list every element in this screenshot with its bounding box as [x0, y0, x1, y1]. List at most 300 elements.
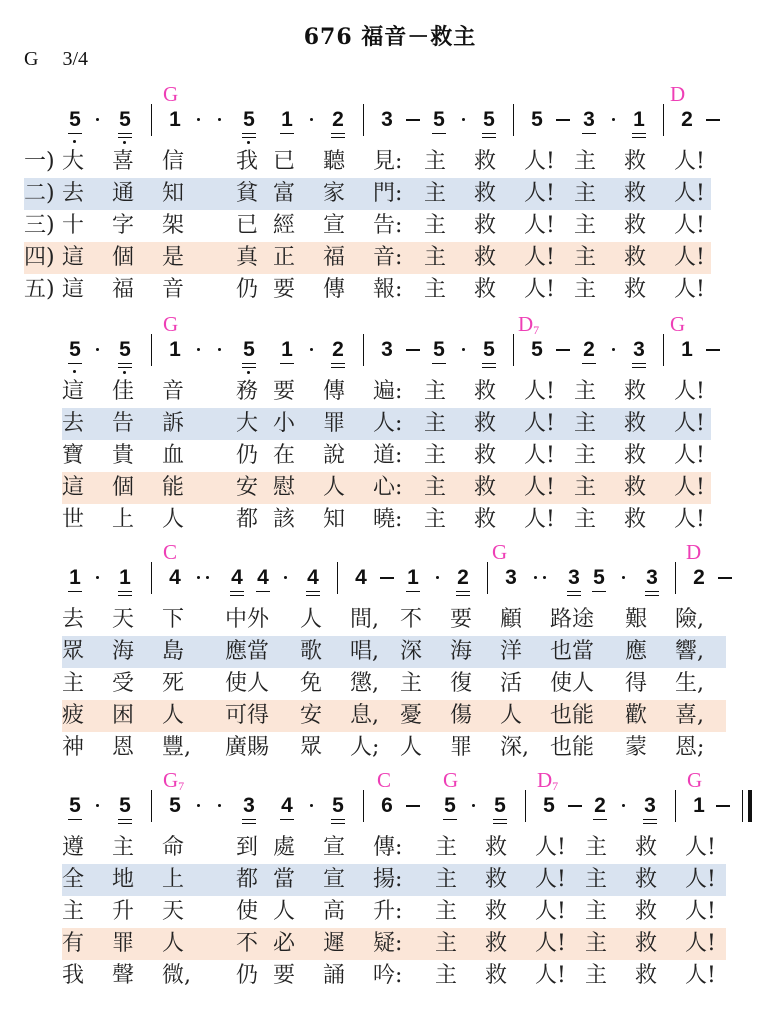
lyric-syllable: 救: [474, 443, 497, 468]
note: 1: [117, 566, 133, 590]
lyric-syllable: 主: [424, 149, 447, 174]
lyric-syllable: 務: [236, 379, 259, 404]
note: 5: [531, 338, 543, 361]
lyric-syllable: 也能: [550, 735, 595, 760]
lyric-syllable: 神: [62, 735, 85, 760]
lyric-syllable: 告: [112, 411, 135, 436]
lyric-syllable: 地: [112, 867, 135, 892]
lyric-syllable: 豐,: [162, 735, 191, 760]
lyric-syllable: 到: [236, 835, 259, 860]
lyric-syllable: 救: [474, 245, 497, 270]
lyric-syllable: 微,: [162, 963, 191, 988]
lyric-syllable: 洋: [500, 639, 523, 664]
lyric-syllable: 救: [624, 181, 647, 206]
lyric-syllable: 上: [112, 507, 135, 532]
sustain-dash: [406, 805, 420, 807]
note: 2: [592, 794, 608, 818]
note: 5: [169, 794, 181, 817]
lyric-syllable: 個: [112, 475, 135, 500]
lyric-syllable: 人!: [524, 379, 555, 404]
lyric-syllable: 誦: [323, 963, 346, 988]
note: 6: [381, 794, 393, 817]
lyric-line-verse-5: [0, 504, 780, 536]
note: 1: [693, 794, 705, 817]
lyric-syllable: 主: [574, 379, 597, 404]
lyric-syllable: 救: [635, 963, 658, 988]
lyric-syllable: 不: [236, 931, 259, 956]
verse-number: 三): [24, 213, 55, 238]
lyric-syllable: 這: [62, 277, 85, 302]
lyric-syllable: 安: [236, 475, 259, 500]
lyric-syllable: 世: [62, 507, 85, 532]
note: 5: [67, 108, 83, 132]
sustain-dash: [716, 805, 730, 807]
lyric-syllable: 福: [323, 245, 346, 270]
lyric-syllable: 主: [574, 149, 597, 174]
lyric-syllable: 都: [236, 507, 259, 532]
lyric-syllable: 人!: [524, 181, 555, 206]
dot: [284, 576, 287, 579]
note: 5: [241, 338, 257, 362]
lyric-syllable: 報:: [373, 277, 403, 302]
lyric-syllable: 告:: [373, 213, 403, 238]
dot: [310, 348, 313, 351]
lyric-syllable: 深,: [500, 735, 529, 760]
lyric-syllable: 歡: [625, 703, 648, 728]
lyric-syllable: 救: [474, 277, 497, 302]
lyric-syllable: 救: [474, 475, 497, 500]
note: 5: [117, 108, 133, 132]
lyric-syllable: 人: [162, 703, 185, 728]
time-signature: 3/4: [62, 48, 89, 70]
lyric-syllable: 寶: [62, 443, 85, 468]
lyric-syllable: 遍:: [373, 379, 403, 404]
lyric-syllable: 已: [273, 149, 296, 174]
lyric-syllable: 死: [162, 671, 185, 696]
lyric-syllable: 人!: [674, 213, 705, 238]
note: 5: [492, 794, 508, 818]
lyric-syllable: 小: [273, 411, 296, 436]
lyric-syllable: 十: [62, 213, 85, 238]
dot: [543, 576, 546, 579]
lyric-syllable: 主: [424, 245, 447, 270]
lyric-syllable: 艱: [625, 607, 648, 632]
lyric-syllable: 險,: [675, 607, 704, 632]
note: 5: [67, 794, 83, 818]
sustain-dash: [406, 349, 420, 351]
barline: [663, 104, 664, 136]
lyric-syllable: 救: [624, 213, 647, 238]
lyric-syllable: 人;: [350, 735, 380, 760]
dot: [218, 118, 221, 121]
lyric-line-verse-5: [0, 960, 780, 992]
note: 4: [279, 794, 295, 818]
lyric-syllable: 福: [112, 277, 135, 302]
lyric-syllable: 主: [574, 245, 597, 270]
lyric-syllable: 島: [162, 639, 185, 664]
lyric-syllable: 知: [162, 181, 185, 206]
lyric-syllable: 應: [625, 639, 648, 664]
lyric-syllable: 救: [624, 245, 647, 270]
notation-row: [0, 566, 780, 600]
lyric-syllable: 人!: [674, 443, 705, 468]
note: 2: [681, 108, 693, 131]
lyric-syllable: 復: [450, 671, 473, 696]
chord-symbol: D: [670, 82, 686, 106]
lyric-syllable: 人!: [674, 277, 705, 302]
lyric-syllable: 息,: [350, 703, 379, 728]
lyric-line-verse-1: [0, 376, 780, 408]
chord-symbol: G: [163, 82, 179, 106]
lyric-syllable: 人: [500, 703, 523, 728]
lyric-syllable: 人!: [674, 507, 705, 532]
barline: [363, 334, 364, 366]
lyric-line-verse-2: [0, 636, 780, 668]
barline: [663, 334, 664, 366]
note: 5: [117, 338, 133, 362]
lyric-syllable: 遵: [62, 835, 85, 860]
lyric-syllable: 人!: [674, 245, 705, 270]
notation-row: [0, 108, 780, 142]
dot: [622, 576, 625, 579]
lyric-syllable: 人!: [685, 835, 716, 860]
lyric-syllable: 必: [273, 931, 296, 956]
lyric-syllable: 主: [424, 475, 447, 500]
lyric-syllable: 救: [485, 963, 508, 988]
lyric-syllable: 都: [236, 867, 259, 892]
lyric-syllable: 血: [162, 443, 185, 468]
chord-symbol: G: [492, 540, 508, 564]
lyric-syllable: 救: [624, 411, 647, 436]
lyric-syllable: 心:: [373, 475, 403, 500]
lyric-syllable: 主: [585, 931, 608, 956]
note: 1: [405, 566, 421, 590]
note: 5: [481, 338, 497, 362]
lyric-syllable: 宣: [323, 213, 346, 238]
chord-symbol: D: [686, 540, 702, 564]
lyric-syllable: 升:: [373, 899, 403, 924]
chord-symbol: G: [670, 312, 686, 336]
lyric-syllable: 聲: [112, 963, 135, 988]
lyric-syllable: 個: [112, 245, 135, 270]
lyric-syllable: 高: [323, 899, 346, 924]
lyric-syllable: 主: [435, 835, 458, 860]
lyric-syllable: 主: [424, 181, 447, 206]
sustain-dash: [706, 349, 720, 351]
lyric-syllable: 眾: [300, 735, 323, 760]
lyric-syllable: 上: [162, 867, 185, 892]
dot: [197, 118, 200, 121]
lyric-syllable: 富: [273, 181, 296, 206]
key-signature: [24, 48, 112, 71]
note: 5: [431, 338, 447, 362]
lyric-syllable: 主: [424, 277, 447, 302]
lyric-syllable: 我: [62, 963, 85, 988]
barline: [363, 790, 364, 822]
lyric-syllable: 人!: [535, 963, 566, 988]
barline: [151, 790, 152, 822]
lyric-syllable: 救: [624, 443, 647, 468]
lyric-syllable: 去: [62, 411, 85, 436]
lyric-line-verse-3: [0, 896, 780, 928]
note: 2: [330, 108, 346, 132]
dot: [197, 348, 200, 351]
lyric-syllable: 罪: [323, 411, 346, 436]
dot: [472, 804, 475, 807]
lyric-syllable: 經: [273, 213, 296, 238]
lyric-syllable: 通: [112, 181, 135, 206]
lyric-syllable: 人!: [685, 899, 716, 924]
chord-symbol: C: [163, 540, 178, 564]
lyric-syllable: 信: [162, 149, 185, 174]
lyric-syllable: 主: [424, 213, 447, 238]
lyric-syllable: 人!: [524, 443, 555, 468]
lyric-line-verse-2: [0, 864, 780, 896]
lyric-syllable: 仍: [236, 443, 259, 468]
barline: [363, 104, 364, 136]
lyric-syllable: 字: [112, 213, 135, 238]
lyric-line-verse-4: [0, 472, 780, 504]
lyric-syllable: 人: [162, 931, 185, 956]
lyric-syllable: 要: [450, 607, 473, 632]
note: 5: [531, 108, 543, 131]
dot: [96, 804, 99, 807]
lyric-syllable: 下: [162, 607, 185, 632]
lyric-syllable: 主: [112, 835, 135, 860]
lyric-syllable: 也能: [550, 703, 595, 728]
note: 2: [455, 566, 471, 590]
lyric-syllable: 全: [62, 867, 85, 892]
note: 1: [169, 338, 181, 361]
note: 3: [644, 566, 660, 590]
lyric-syllable: 人!: [524, 277, 555, 302]
lyric-line-verse-3: [0, 440, 780, 472]
dot: [622, 804, 625, 807]
lyric-syllable: 救: [485, 835, 508, 860]
lyric-syllable: 主: [574, 475, 597, 500]
lyric-syllable: 宣: [323, 835, 346, 860]
lyric-syllable: 歌: [300, 639, 323, 664]
lyric-syllable: 救: [635, 931, 658, 956]
note: 3: [642, 794, 658, 818]
lyric-syllable: 人: [400, 735, 423, 760]
note: 3: [381, 108, 393, 131]
lyric-syllable: 主: [585, 867, 608, 892]
lyric-syllable: 說: [323, 443, 346, 468]
lyric-syllable: 主: [585, 963, 608, 988]
sustain-dash: [706, 119, 720, 121]
lyric-syllable: 該: [273, 507, 296, 532]
lyric-syllable: 路途: [550, 607, 595, 632]
note: 2: [581, 338, 597, 362]
dot: [96, 118, 99, 121]
lyric-syllable: 真: [236, 245, 259, 270]
lyric-syllable: 主: [424, 379, 447, 404]
lyric-syllable: 使人: [550, 671, 595, 696]
lyric-syllable: 當: [273, 867, 296, 892]
chord-symbol: $D_7$: [518, 312, 540, 337]
lyric-syllable: 音: [162, 277, 185, 302]
chord-symbol: $G_7$: [163, 768, 185, 793]
lyric-syllable: 懲,: [350, 671, 379, 696]
note: 5: [67, 338, 83, 362]
barline: [675, 562, 676, 594]
lyric-syllable: 宣: [323, 867, 346, 892]
lyric-line-verse-5: [0, 732, 780, 764]
lyric-syllable: 升: [112, 899, 135, 924]
lyric-syllable: 憂: [400, 703, 423, 728]
lyric-syllable: 曉:: [373, 507, 403, 532]
sustain-dash: [568, 805, 582, 807]
lyric-syllable: 主: [574, 277, 597, 302]
lyric-syllable: 架: [162, 213, 185, 238]
lyric-syllable: 仍: [236, 963, 259, 988]
note: 3: [566, 566, 582, 590]
lyric-syllable: 救: [474, 149, 497, 174]
lyric-line-verse-2: [0, 408, 780, 440]
lyric-syllable: 主: [585, 835, 608, 860]
lyric-syllable: 訴: [162, 411, 185, 436]
dot: [310, 804, 313, 807]
lyric-syllable: 罪: [450, 735, 473, 760]
note: 5: [442, 794, 458, 818]
lyric-syllable: 佳: [112, 379, 135, 404]
notation-row: [0, 794, 780, 828]
lyric-syllable: 主: [62, 899, 85, 924]
note: 3: [631, 338, 647, 362]
lyric-syllable: 眾: [62, 639, 85, 664]
lyric-syllable: 主: [574, 507, 597, 532]
lyric-syllable: 處: [273, 835, 296, 860]
notation-row: [0, 338, 780, 372]
lyric-syllable: 顧: [500, 607, 523, 632]
lyric-syllable: 受: [112, 671, 135, 696]
note: 1: [631, 108, 647, 132]
lyric-syllable: 人!: [524, 507, 555, 532]
note: 5: [117, 794, 133, 818]
page-title: 676 福音－救主: [303, 24, 477, 50]
lyric-line-verse-1: [0, 604, 780, 636]
lyric-syllable: 人!: [535, 867, 566, 892]
lyric-line-verse-5: [0, 274, 780, 306]
lyric-syllable: 人:: [373, 411, 403, 436]
lyric-line-verse-1: [0, 146, 780, 178]
lyric-syllable: 天: [162, 899, 185, 924]
lyric-syllable: 人!: [535, 835, 566, 860]
lyric-syllable: 安: [300, 703, 323, 728]
note: 3: [581, 108, 597, 132]
lyric-line-verse-1: [0, 832, 780, 864]
sustain-dash: [556, 349, 570, 351]
note: 4: [169, 566, 181, 589]
lyric-syllable: 主: [435, 867, 458, 892]
lyric-syllable: 海: [112, 639, 135, 664]
lyric-syllable: 大: [236, 411, 259, 436]
lyric-syllable: 貴: [112, 443, 135, 468]
note: 3: [505, 566, 517, 589]
chord-symbol: G: [443, 768, 459, 792]
lyric-syllable: 傳: [323, 379, 346, 404]
lyric-syllable: 救: [635, 899, 658, 924]
lyric-syllable: 主: [585, 899, 608, 924]
lyric-syllable: 是: [162, 245, 185, 270]
lyric-syllable: 罪: [112, 931, 135, 956]
lyric-line-verse-4: [0, 928, 780, 960]
dot: [436, 576, 439, 579]
lyric-syllable: 人!: [535, 931, 566, 956]
note: 5: [241, 108, 257, 132]
lyric-syllable: 人!: [524, 245, 555, 270]
verse-number: 一): [24, 149, 55, 174]
lyric-syllable: 唱,: [350, 639, 379, 664]
dot: [197, 576, 200, 579]
note: 1: [67, 566, 83, 590]
lyric-line-verse-3: [0, 668, 780, 700]
lyric-syllable: 主: [435, 931, 458, 956]
note: 1: [279, 108, 295, 132]
note: 4: [229, 566, 245, 590]
lyric-syllable: 救: [474, 411, 497, 436]
lyric-syllable: 救: [485, 899, 508, 924]
key: G: [24, 48, 39, 70]
lyric-syllable: 救: [635, 835, 658, 860]
lyric-syllable: 人: [162, 507, 185, 532]
lyric-syllable: 人!: [524, 411, 555, 436]
lyric-syllable: 人!: [685, 931, 716, 956]
lyric-syllable: 傳:: [373, 835, 403, 860]
lyric-syllable: 人!: [685, 867, 716, 892]
lyric-syllable: 蒙: [625, 735, 648, 760]
dot: [96, 348, 99, 351]
lyric-syllable: 恩;: [675, 735, 705, 760]
note: 2: [693, 566, 705, 589]
sustain-dash: [406, 119, 420, 121]
lyric-syllable: 也當: [550, 639, 595, 664]
dot: [612, 348, 615, 351]
lyric-syllable: 揚:: [373, 867, 403, 892]
lyric-syllable: 疑:: [373, 931, 403, 956]
lyric-syllable: 要: [273, 277, 296, 302]
lyric-syllable: 聽: [323, 149, 346, 174]
lyric-syllable: 這: [62, 379, 85, 404]
lyric-syllable: 間,: [350, 607, 379, 632]
chord-symbol: G: [687, 768, 703, 792]
note: 1: [681, 338, 693, 361]
note: 3: [241, 794, 257, 818]
lyric-syllable: 人: [300, 607, 323, 632]
lyric-line-verse-2: [0, 178, 780, 210]
lyric-syllable: 使: [236, 899, 259, 924]
lyric-syllable: 主: [574, 213, 597, 238]
lyric-syllable: 救: [474, 379, 497, 404]
final-barline: [742, 790, 745, 822]
lyric-syllable: 要: [273, 963, 296, 988]
barline: [513, 334, 514, 366]
barline: [513, 104, 514, 136]
lyric-syllable: 得: [625, 671, 648, 696]
lyric-syllable: 主: [435, 899, 458, 924]
lyric-syllable: 門:: [373, 181, 403, 206]
note: 4: [305, 566, 321, 590]
lyric-syllable: 救: [485, 931, 508, 956]
lyric-syllable: 主: [574, 181, 597, 206]
note: 5: [330, 794, 346, 818]
lyric-syllable: 傷: [450, 703, 473, 728]
lyric-line-verse-4: [0, 242, 780, 274]
dot: [462, 348, 465, 351]
lyric-syllable: 主: [62, 671, 85, 696]
lyric-syllable: 能: [162, 475, 185, 500]
